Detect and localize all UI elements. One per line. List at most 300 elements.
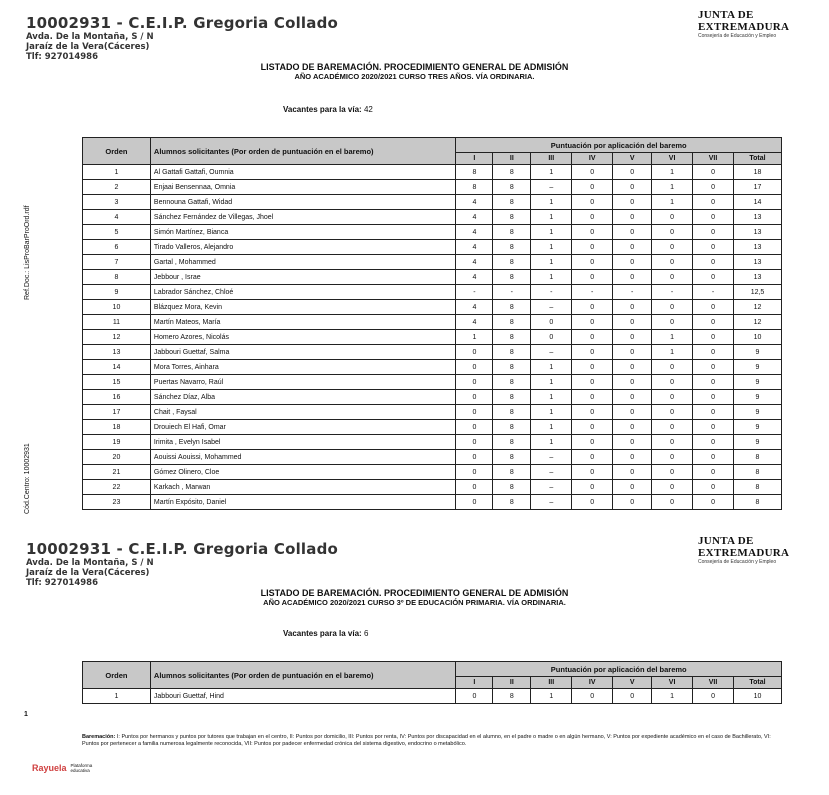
cell-score: 4 bbox=[456, 315, 493, 330]
cell-score: 8 bbox=[456, 165, 493, 180]
cell-score: – bbox=[531, 450, 572, 465]
cell-score: 0 bbox=[652, 390, 693, 405]
cell-score: 1 bbox=[531, 360, 572, 375]
cell-score: 0 bbox=[613, 165, 652, 180]
cell-score: 0 bbox=[693, 390, 734, 405]
cell-score: 0 bbox=[613, 210, 652, 225]
header-puntuacion: Puntuación por aplicación del baremo bbox=[456, 138, 782, 153]
cell-orden: 3 bbox=[83, 195, 151, 210]
table-row bbox=[83, 270, 782, 285]
cell-score: 0 bbox=[652, 495, 693, 510]
cell-score: 0 bbox=[613, 270, 652, 285]
cell-score: 8 bbox=[493, 375, 531, 390]
title-line-2: AÑO ACADÉMICO 2020/2021 CURSO 3º DE EDUCACIÓN PRIMARIA. VÍA ORDINARIA. bbox=[263, 598, 566, 607]
address-line-1: Avda. De la Montaña, S / N bbox=[26, 558, 154, 568]
table-row bbox=[83, 345, 782, 360]
cell-score: 0 bbox=[652, 225, 693, 240]
cell-score: 0 bbox=[456, 345, 493, 360]
cell-score: 0 bbox=[572, 270, 613, 285]
cell-score: 12 bbox=[734, 315, 782, 330]
header-col-7: VII bbox=[693, 153, 734, 165]
cell-score: 0 bbox=[572, 315, 613, 330]
cell-score: 8 bbox=[493, 165, 531, 180]
cell-score: 8 bbox=[456, 180, 493, 195]
vacantes-value: 6 bbox=[363, 629, 369, 638]
cell-score: 13 bbox=[734, 225, 782, 240]
cell-alumno: Enjaai Bensennaa, Omnia bbox=[150, 180, 456, 195]
table-row bbox=[83, 165, 782, 180]
table-row bbox=[83, 300, 782, 315]
cell-score: 0 bbox=[613, 315, 652, 330]
cell-alumno: Homero Azores, Nicolás bbox=[150, 330, 456, 345]
cell-score: 8 bbox=[493, 180, 531, 195]
cell-score: 8 bbox=[493, 450, 531, 465]
cell-score: 0 bbox=[693, 255, 734, 270]
cell-score: 13 bbox=[734, 210, 782, 225]
cell-score: 0 bbox=[693, 360, 734, 375]
cell-alumno: Gartal , Mohammed bbox=[150, 255, 456, 270]
cell-score: – bbox=[531, 495, 572, 510]
cell-score: 8 bbox=[493, 255, 531, 270]
baremacion-legend bbox=[82, 734, 782, 748]
cell-score: 8 bbox=[493, 480, 531, 495]
cell-score: 0 bbox=[572, 240, 613, 255]
cell-score: 8 bbox=[493, 345, 531, 360]
cell-score: - bbox=[572, 285, 613, 300]
cell-score: 0 bbox=[613, 480, 652, 495]
table-row bbox=[83, 420, 782, 435]
table-row bbox=[83, 315, 782, 330]
rayuela-logo-sub: Plataforma educativa bbox=[70, 763, 93, 773]
junta-subtitle: Consejería de Educación y Empleo bbox=[698, 559, 777, 565]
cell-score: 0 bbox=[693, 495, 734, 510]
cell-score: 8 bbox=[493, 195, 531, 210]
header-col-4: IV bbox=[572, 677, 613, 689]
cell-orden: 7 bbox=[83, 255, 151, 270]
cell-score: 0 bbox=[613, 255, 652, 270]
cell-score: 0 bbox=[652, 210, 693, 225]
cell-score: 1 bbox=[531, 255, 572, 270]
cell-score: 9 bbox=[734, 360, 782, 375]
cell-score: 8 bbox=[493, 390, 531, 405]
cell-score: 4 bbox=[456, 255, 493, 270]
cell-score: 0 bbox=[613, 465, 652, 480]
cell-score: 0 bbox=[572, 465, 613, 480]
cell-alumno: Martín Expósito, Daniel bbox=[150, 495, 456, 510]
table-row bbox=[83, 210, 782, 225]
cell-score: 0 bbox=[693, 225, 734, 240]
address-line-2: Jaraíz de la Vera(Cáceres) bbox=[26, 42, 150, 52]
junta-logo bbox=[698, 9, 829, 39]
cell-alumno: Tirado Valleros, Alejandro bbox=[150, 240, 456, 255]
cell-score: 0 bbox=[693, 165, 734, 180]
cell-score: 13 bbox=[734, 240, 782, 255]
header-orden: Orden bbox=[83, 662, 151, 689]
cell-score: 0 bbox=[693, 240, 734, 255]
cell-score: 10 bbox=[734, 330, 782, 345]
cell-score: 0 bbox=[456, 390, 493, 405]
cell-score: 0 bbox=[652, 240, 693, 255]
cell-score: 0 bbox=[572, 390, 613, 405]
cell-alumno: Simón Martínez, Bianca bbox=[150, 225, 456, 240]
cell-alumno: Labrador Sánchez, Chloé bbox=[150, 285, 456, 300]
cell-orden: 23 bbox=[83, 495, 151, 510]
title-line-1: LISTADO DE BAREMACIÓN. PROCEDIMIENTO GENERAL DE ADMISIÓN bbox=[260, 62, 569, 72]
cell-score: - bbox=[531, 285, 572, 300]
cell-score: 8 bbox=[493, 495, 531, 510]
cell-score: 0 bbox=[613, 689, 652, 704]
cod-centro-label: Cód.Centro: 10002931 bbox=[24, 443, 31, 514]
cell-score: - bbox=[652, 285, 693, 300]
table-row bbox=[83, 435, 782, 450]
table-row bbox=[83, 180, 782, 195]
cell-score: 8 bbox=[493, 465, 531, 480]
cell-score: 0 bbox=[572, 180, 613, 195]
cell-orden: 11 bbox=[83, 315, 151, 330]
cell-score: 0 bbox=[652, 480, 693, 495]
cell-score: 4 bbox=[456, 210, 493, 225]
cell-score: 0 bbox=[531, 315, 572, 330]
page-mark: 1 bbox=[24, 711, 28, 718]
header-col-8: Total bbox=[734, 677, 782, 689]
cell-alumno: Sánchez Díaz, Alba bbox=[150, 390, 456, 405]
cell-score: 8 bbox=[493, 300, 531, 315]
cell-score: 0 bbox=[456, 480, 493, 495]
cell-score: 0 bbox=[693, 345, 734, 360]
cell-score: 0 bbox=[572, 345, 613, 360]
cell-score: 0 bbox=[652, 420, 693, 435]
cell-score: 1 bbox=[531, 225, 572, 240]
cell-alumno: Martín Mateos, María bbox=[150, 315, 456, 330]
cell-alumno: Jabbouri Guettaf, Salma bbox=[150, 345, 456, 360]
cell-score: 1 bbox=[531, 435, 572, 450]
junta-title: JUNTA DE EXTREMADURA bbox=[698, 9, 790, 33]
cell-alumno: Jebbour , Israe bbox=[150, 270, 456, 285]
header-alumnos: Alumnos solicitantes (Por orden de puntuación en el baremo) bbox=[150, 662, 456, 689]
cell-score: 1 bbox=[531, 165, 572, 180]
cell-orden: 8 bbox=[83, 270, 151, 285]
cell-orden: 15 bbox=[83, 375, 151, 390]
cell-score: 0 bbox=[693, 195, 734, 210]
cell-score: 8 bbox=[734, 480, 782, 495]
cell-score: 9 bbox=[734, 420, 782, 435]
cell-alumno: Mora Torres, Ainhara bbox=[150, 360, 456, 375]
cell-score: 0 bbox=[456, 689, 493, 704]
cell-score: 0 bbox=[613, 390, 652, 405]
cell-orden: 12 bbox=[83, 330, 151, 345]
cell-orden: 2 bbox=[83, 180, 151, 195]
cell-score: – bbox=[531, 480, 572, 495]
cell-orden: 21 bbox=[83, 465, 151, 480]
cell-orden: 19 bbox=[83, 435, 151, 450]
cell-score: 12 bbox=[734, 300, 782, 315]
header-alumnos: Alumnos solicitantes (Por orden de puntuación en el baremo) bbox=[150, 138, 456, 165]
school-name-2: 10002931 - C.E.I.P. Gregoria Collado bbox=[26, 540, 339, 558]
cell-score: 8 bbox=[493, 225, 531, 240]
cell-score: 0 bbox=[693, 480, 734, 495]
cell-score: – bbox=[531, 345, 572, 360]
cell-score: 1 bbox=[652, 195, 693, 210]
title-line-1: LISTADO DE BAREMACIÓN. PROCEDIMIENTO GENERAL DE ADMISIÓN bbox=[260, 588, 569, 598]
cell-score: - bbox=[693, 285, 734, 300]
cell-score: 4 bbox=[456, 195, 493, 210]
cell-score: 1 bbox=[531, 210, 572, 225]
cell-alumno: Irimita , Evelyn Isabel bbox=[150, 435, 456, 450]
cell-score: 0 bbox=[572, 225, 613, 240]
table-row bbox=[83, 195, 782, 210]
cell-score: 0 bbox=[613, 375, 652, 390]
cell-score: 1 bbox=[652, 689, 693, 704]
cell-score: 1 bbox=[456, 330, 493, 345]
table-row bbox=[83, 495, 782, 510]
cell-score: 0 bbox=[613, 420, 652, 435]
cell-alumno: Chait , Faysal bbox=[150, 405, 456, 420]
cell-score: 4 bbox=[456, 225, 493, 240]
cell-orden: 18 bbox=[83, 420, 151, 435]
table-row bbox=[83, 240, 782, 255]
cell-orden: 5 bbox=[83, 225, 151, 240]
cell-score: 0 bbox=[652, 405, 693, 420]
cell-score: 0 bbox=[456, 360, 493, 375]
cell-score: 12,5 bbox=[734, 285, 782, 300]
cell-score: 1 bbox=[531, 195, 572, 210]
cell-alumno: Puertas Navarro, Raúl bbox=[150, 375, 456, 390]
cell-score: 8 bbox=[734, 465, 782, 480]
cell-score: 1 bbox=[531, 420, 572, 435]
cell-orden: 22 bbox=[83, 480, 151, 495]
header-col-1: I bbox=[456, 677, 493, 689]
cell-score: 0 bbox=[613, 225, 652, 240]
cell-score: 9 bbox=[734, 435, 782, 450]
phone: Tlf: 927014986 bbox=[26, 52, 98, 62]
cell-score: 0 bbox=[572, 495, 613, 510]
cell-score: 0 bbox=[613, 360, 652, 375]
cell-score: 0 bbox=[456, 465, 493, 480]
cell-score: 4 bbox=[456, 300, 493, 315]
phone: Tlf: 927014986 bbox=[26, 578, 98, 588]
cell-score: 0 bbox=[572, 450, 613, 465]
table-row bbox=[83, 255, 782, 270]
cell-score: 1 bbox=[652, 180, 693, 195]
cell-score: 0 bbox=[652, 360, 693, 375]
cell-score: 0 bbox=[693, 210, 734, 225]
table-row bbox=[83, 405, 782, 420]
cell-score: 0 bbox=[693, 689, 734, 704]
cell-score: 8 bbox=[493, 315, 531, 330]
cell-score: – bbox=[531, 300, 572, 315]
cell-score: 4 bbox=[456, 240, 493, 255]
cell-orden: 14 bbox=[83, 360, 151, 375]
cell-score: 0 bbox=[456, 420, 493, 435]
cell-score: 0 bbox=[572, 420, 613, 435]
cell-alumno: Al Gattafi Gattafi, Oumnia bbox=[150, 165, 456, 180]
cell-score: 0 bbox=[572, 405, 613, 420]
vacantes-value: 42 bbox=[363, 105, 373, 114]
cell-score: 1 bbox=[652, 330, 693, 345]
cell-score: 0 bbox=[613, 195, 652, 210]
cell-score: 0 bbox=[572, 195, 613, 210]
cell-score: 0 bbox=[693, 375, 734, 390]
document-title bbox=[0, 62, 829, 82]
title-line-2: AÑO ACADÉMICO 2020/2021 CURSO TRES AÑOS. VÍA ORDINARIA. bbox=[294, 72, 535, 81]
cell-score: 0 bbox=[572, 210, 613, 225]
cell-score: 8 bbox=[734, 450, 782, 465]
cell-score: 0 bbox=[572, 375, 613, 390]
cell-score: - bbox=[613, 285, 652, 300]
cell-score: 0 bbox=[652, 375, 693, 390]
cell-orden: 4 bbox=[83, 210, 151, 225]
cell-score: - bbox=[456, 285, 493, 300]
cell-score: 0 bbox=[572, 480, 613, 495]
address-line-1: Avda. De la Montaña, S / N bbox=[26, 32, 154, 42]
cell-alumno: Aouissi Aouissi, Mohammed bbox=[150, 450, 456, 465]
cell-orden: 17 bbox=[83, 405, 151, 420]
cell-orden: 1 bbox=[83, 689, 151, 704]
cell-score: 1 bbox=[531, 270, 572, 285]
cell-score: 0 bbox=[693, 180, 734, 195]
cell-score: 0 bbox=[693, 420, 734, 435]
cell-score: 0 bbox=[693, 405, 734, 420]
legend-label: Baremación: bbox=[82, 734, 116, 740]
cell-score: 0 bbox=[613, 180, 652, 195]
table-row bbox=[83, 285, 782, 300]
cell-score: 0 bbox=[456, 405, 493, 420]
junta-title: JUNTA DE EXTREMADURA bbox=[698, 535, 790, 559]
cell-alumno: Drouiech El Hafi, Omar bbox=[150, 420, 456, 435]
cell-score: 0 bbox=[652, 465, 693, 480]
cell-score: 0 bbox=[693, 435, 734, 450]
cell-score: 13 bbox=[734, 255, 782, 270]
cell-score: 0 bbox=[652, 435, 693, 450]
cell-score: 0 bbox=[693, 330, 734, 345]
header-col-3: III bbox=[531, 677, 572, 689]
cell-alumno: Sánchez Fernández de Villegas, Jhoel bbox=[150, 210, 456, 225]
rayuela-logo bbox=[32, 763, 99, 773]
header-col-2: II bbox=[493, 677, 531, 689]
cell-orden: 10 bbox=[83, 300, 151, 315]
cell-score: 9 bbox=[734, 345, 782, 360]
rayuela-logo-text: Rayuela bbox=[32, 763, 67, 773]
cell-score: – bbox=[531, 180, 572, 195]
cell-score: 1 bbox=[531, 240, 572, 255]
cell-score: 0 bbox=[613, 405, 652, 420]
baremacion-table-2 bbox=[82, 661, 782, 704]
cell-score: 4 bbox=[456, 270, 493, 285]
header-col-1: I bbox=[456, 153, 493, 165]
cell-orden: 1 bbox=[83, 165, 151, 180]
header-col-2: II bbox=[493, 153, 531, 165]
vacantes bbox=[283, 105, 373, 114]
table-row bbox=[83, 225, 782, 240]
cell-score: 0 bbox=[456, 495, 493, 510]
cell-score: 0 bbox=[572, 435, 613, 450]
cell-score: 0 bbox=[572, 255, 613, 270]
cell-score: - bbox=[493, 285, 531, 300]
header-col-3: III bbox=[531, 153, 572, 165]
cell-score: 1 bbox=[531, 390, 572, 405]
cell-score: 18 bbox=[734, 165, 782, 180]
header-col-8: Total bbox=[734, 153, 782, 165]
cell-score: 0 bbox=[652, 450, 693, 465]
cell-score: 0 bbox=[456, 450, 493, 465]
cell-score: 0 bbox=[693, 300, 734, 315]
cell-score: 9 bbox=[734, 405, 782, 420]
cell-score: 8 bbox=[493, 435, 531, 450]
school-address-2 bbox=[26, 558, 154, 588]
cell-score: 0 bbox=[613, 450, 652, 465]
header-col-5: V bbox=[613, 153, 652, 165]
table-row bbox=[83, 465, 782, 480]
cell-score: 1 bbox=[652, 345, 693, 360]
cell-score: 0 bbox=[613, 240, 652, 255]
cell-score: 8 bbox=[734, 495, 782, 510]
header-col-7: VII bbox=[693, 677, 734, 689]
table-row bbox=[83, 330, 782, 345]
cell-score: 8 bbox=[493, 689, 531, 704]
cell-alumno: Jabbouri Guettaf, Hind bbox=[150, 689, 456, 704]
table-row bbox=[83, 480, 782, 495]
table-row bbox=[83, 450, 782, 465]
school-address bbox=[26, 32, 154, 62]
cell-score: 9 bbox=[734, 390, 782, 405]
cell-orden: 6 bbox=[83, 240, 151, 255]
header-puntuacion: Puntuación por aplicación del baremo bbox=[456, 662, 782, 677]
cell-score: 0 bbox=[613, 495, 652, 510]
table-row bbox=[83, 390, 782, 405]
cell-score: 1 bbox=[531, 689, 572, 704]
vacantes-label: Vacantes para la vía: bbox=[283, 105, 362, 114]
cell-score: 0 bbox=[456, 375, 493, 390]
cell-orden: 16 bbox=[83, 390, 151, 405]
cell-score: 1 bbox=[652, 165, 693, 180]
header-col-6: VI bbox=[652, 677, 693, 689]
cell-score: 0 bbox=[613, 330, 652, 345]
cell-score: 14 bbox=[734, 195, 782, 210]
cell-score: – bbox=[531, 465, 572, 480]
cell-score: 0 bbox=[572, 300, 613, 315]
header-col-4: IV bbox=[572, 153, 613, 165]
cell-score: 0 bbox=[693, 315, 734, 330]
vacantes-2 bbox=[283, 629, 368, 638]
cell-score: 0 bbox=[693, 450, 734, 465]
cell-orden: 13 bbox=[83, 345, 151, 360]
cell-score: 0 bbox=[572, 689, 613, 704]
cell-score: 0 bbox=[613, 345, 652, 360]
cell-score: 0 bbox=[531, 330, 572, 345]
cell-score: 0 bbox=[613, 435, 652, 450]
cell-score: 0 bbox=[693, 465, 734, 480]
header-col-6: VI bbox=[652, 153, 693, 165]
cell-orden: 9 bbox=[83, 285, 151, 300]
cell-score: 17 bbox=[734, 180, 782, 195]
cell-score: 0 bbox=[613, 300, 652, 315]
cell-score: 13 bbox=[734, 270, 782, 285]
junta-logo-2 bbox=[698, 535, 829, 565]
header-orden: Orden bbox=[83, 138, 151, 165]
ref-doc-label: Ref.Doc.: LisProBarProOrd.rdf bbox=[24, 205, 31, 300]
cell-score: 8 bbox=[493, 240, 531, 255]
cell-orden: 20 bbox=[83, 450, 151, 465]
baremacion-table-1 bbox=[82, 137, 782, 510]
address-line-2: Jaraíz de la Vera(Cáceres) bbox=[26, 568, 150, 578]
cell-score: 10 bbox=[734, 689, 782, 704]
school-name: 10002931 - C.E.I.P. Gregoria Collado bbox=[26, 14, 339, 32]
cell-score: 0 bbox=[652, 255, 693, 270]
header-col-5: V bbox=[613, 677, 652, 689]
table-row bbox=[83, 375, 782, 390]
cell-score: 8 bbox=[493, 420, 531, 435]
vacantes-label: Vacantes para la vía: bbox=[283, 629, 362, 638]
